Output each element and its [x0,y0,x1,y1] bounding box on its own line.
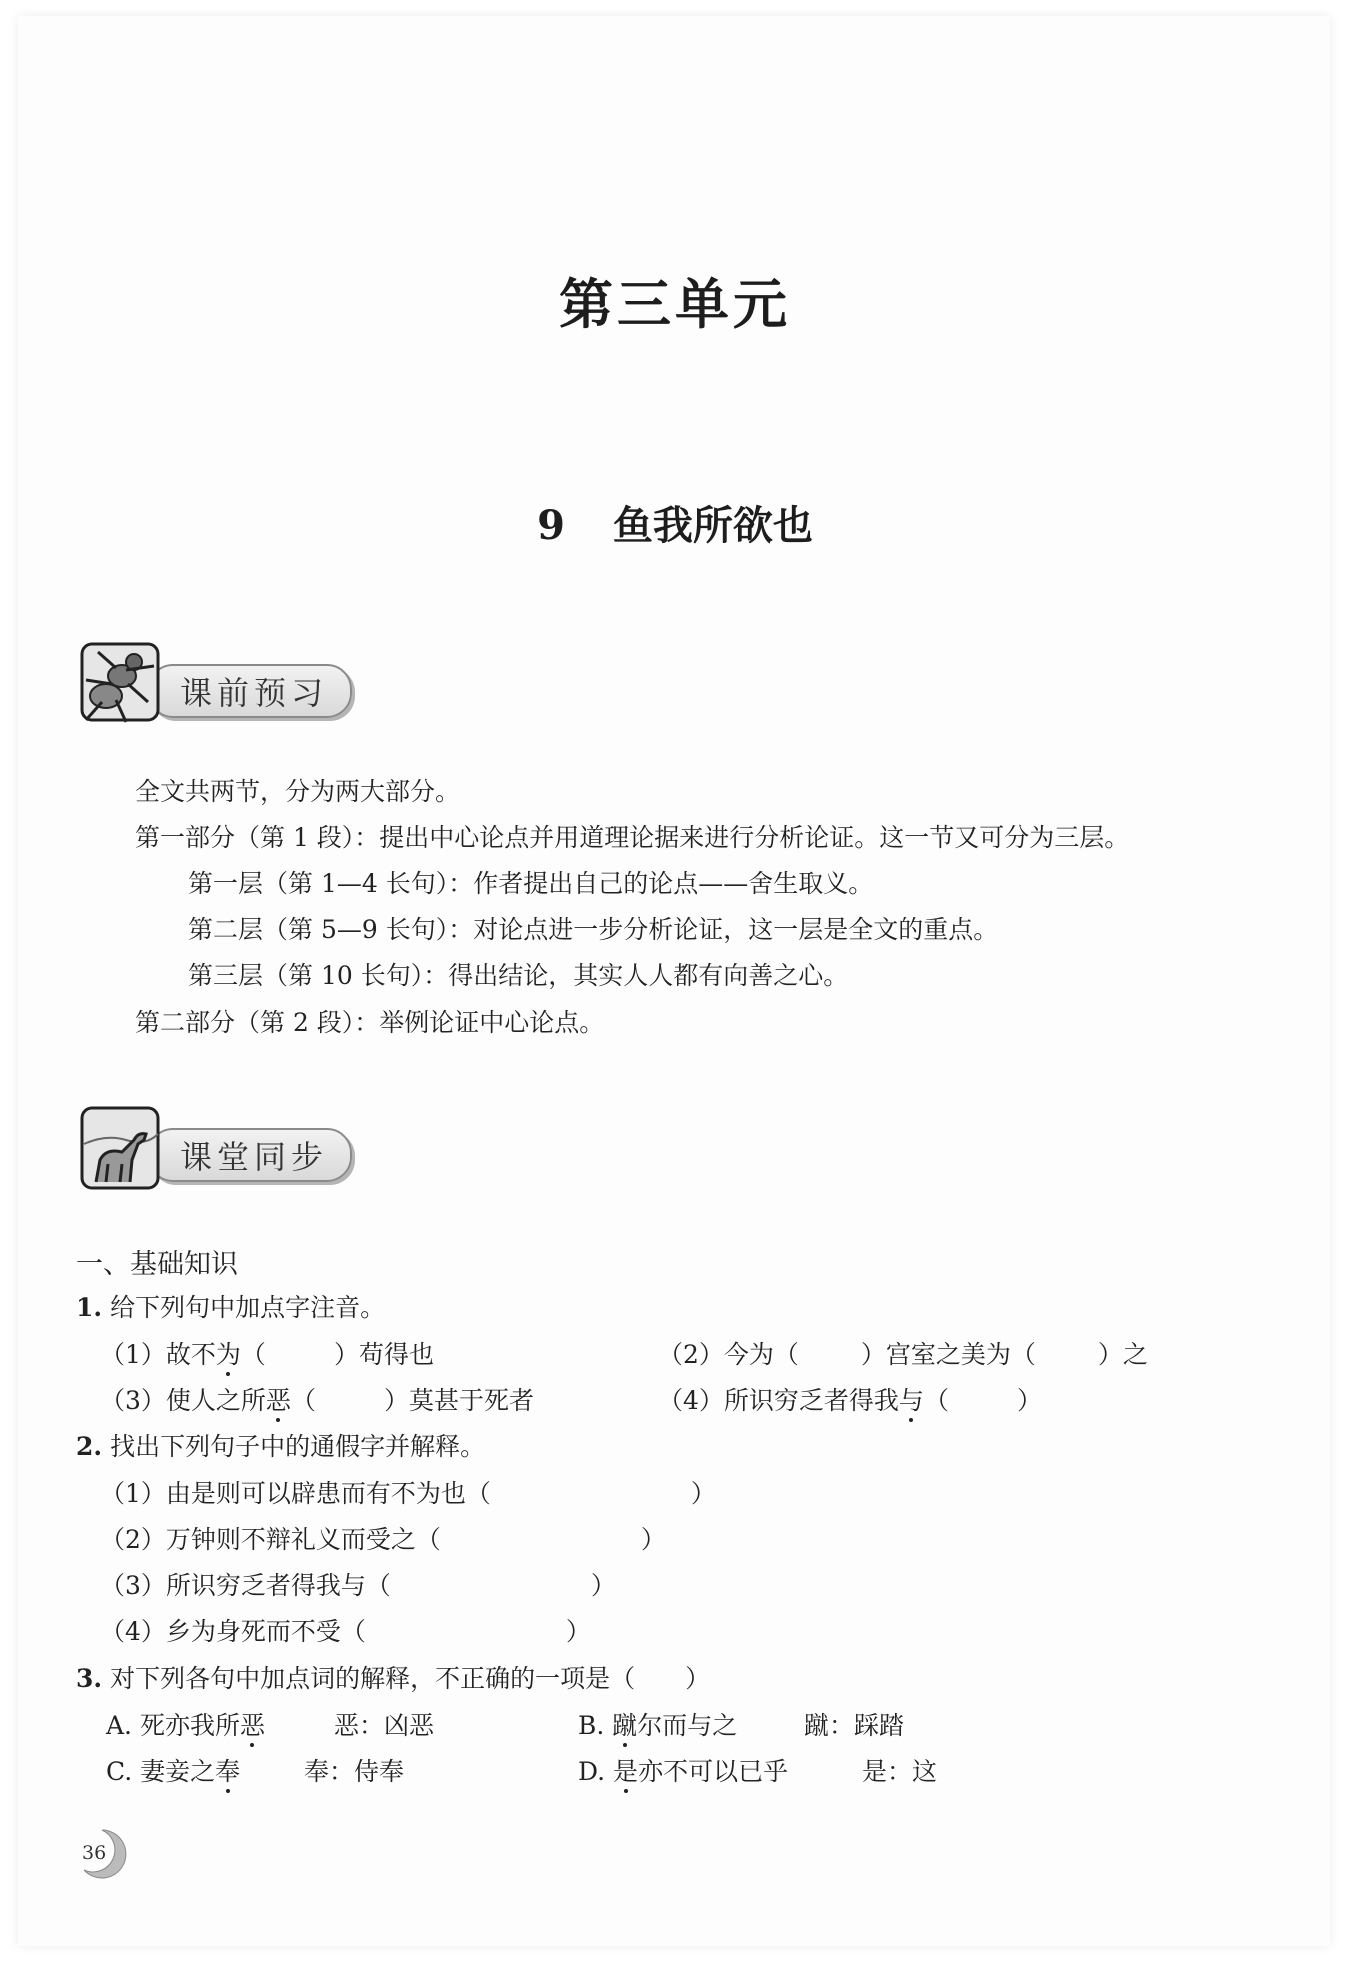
dotted-char: 为 [215,1340,241,1369]
dotted-char: 与 [898,1386,924,1415]
ant-illustration-icon [76,640,164,728]
option-text: 亦不可以已乎 [638,1757,789,1786]
lesson-name: 鱼我所欲也 [612,502,813,549]
section-label: 课堂同步 [180,1138,329,1176]
unit-title: 第三单元 [559,273,791,336]
q3-option-a-definition: 恶：凶恶 [334,1711,435,1740]
q2-item-4 [100,1612,591,1648]
section-heading: 一、基础知识 [76,1249,238,1280]
q3-option-b-definition: 蹴：踩踏 [804,1711,905,1740]
question-text: 对下列各句中加点词的解释，不正确的一项是（ ） [110,1664,711,1693]
preview-section-header [76,640,376,736]
question-text: 给下列句中加点字注音。 [110,1293,386,1322]
item-text: （ [240,1340,266,1369]
option-text: D. [578,1757,614,1786]
item-text: （1）故不 [100,1340,216,1369]
question-text: 找出下列句子中的通假字并解释。 [110,1432,486,1461]
item-text: （ [290,1386,316,1415]
item-text: ）宫室之美为（ [860,1340,1036,1369]
item-text: （4）所识穷乏者得我 [658,1386,899,1415]
item-text: ）苟得也 [333,1340,434,1369]
lesson-title [0,494,1350,551]
q3-option-c[interactable] [106,1752,240,1788]
item-text: （2）今为（ [658,1340,799,1369]
q2-item-3 [100,1566,616,1602]
preview-line: 全文共两节，分为两大部分。 [135,777,461,806]
q3-option-b[interactable] [578,1706,737,1742]
item-text: （3）使人之所 [100,1386,266,1415]
dotted-char: 奉 [215,1757,241,1786]
q1-item-2 [658,1335,1148,1371]
option-text: C. 妻妾之 [106,1757,216,1786]
option-text: 尔而与之 [637,1711,738,1740]
q1-item-4 [658,1381,1042,1417]
item-text: （1）由是则可以辟患而有不为也（ [100,1479,491,1508]
item-text: ） [590,1571,616,1600]
preview-line: 第一部分（第 1 段）：提出中心论点并用道理论据来进行分析论证。这一节又可分为三层。 [135,823,1130,852]
q3-option-a[interactable] [106,1706,265,1742]
question-2 [76,1427,485,1463]
question-3 [76,1659,710,1695]
dotted-char: 蹴 [612,1711,638,1740]
option-text: B. [578,1711,613,1740]
page-number: 36 [82,1842,107,1864]
dinosaur-illustration-icon [76,1104,164,1192]
question-1 [76,1288,385,1324]
dotted-char: 是 [613,1757,639,1786]
q3-option-c-definition: 奉：侍奉 [304,1757,405,1786]
item-text: （3）所识穷乏者得我与（ [100,1571,391,1600]
q2-item-1 [100,1474,716,1510]
section-label: 课前预习 [180,674,329,712]
question-number: 1. [76,1293,103,1322]
item-text: ）莫甚于死者 [383,1386,534,1415]
item-text: ） [690,1479,716,1508]
preview-line: 第三层（第 10 长句）：得出结论，其实人人都有向善之心。 [188,961,849,990]
dotted-char: 恶 [265,1386,291,1415]
item-text: ）之 [1097,1340,1148,1369]
q3-option-d[interactable] [578,1752,788,1788]
option-text: A. 死亦我所 [106,1711,240,1740]
lesson-number: 9 [537,502,565,549]
question-number: 2. [76,1432,103,1461]
q3-option-d-definition: 是：这 [862,1757,938,1786]
classroom-section-header [76,1104,376,1200]
q1-item-3 [100,1381,534,1417]
item-text: ） [1016,1386,1042,1415]
item-text: ） [640,1525,666,1554]
item-text: （ [923,1386,949,1415]
q2-item-2 [100,1520,666,1556]
dotted-char: 恶 [239,1711,265,1740]
question-number: 3. [76,1664,103,1693]
q1-item-1 [100,1335,434,1371]
preview-line: 第一层（第 1—4 长句）：作者提出自己的论点——舍生取义。 [188,869,874,898]
preview-line: 第二部分（第 2 段）：举例论证中心论点。 [135,1008,605,1037]
item-text: （2）万钟则不辩礼义而受之（ [100,1525,441,1554]
item-text: ） [565,1617,591,1646]
preview-line: 第二层（第 5—9 长句）：对论点进一步分析论证，这一层是全文的重点。 [188,915,999,944]
item-text: （4）乡为身死而不受（ [100,1617,366,1646]
page-number-badge [78,1826,132,1880]
